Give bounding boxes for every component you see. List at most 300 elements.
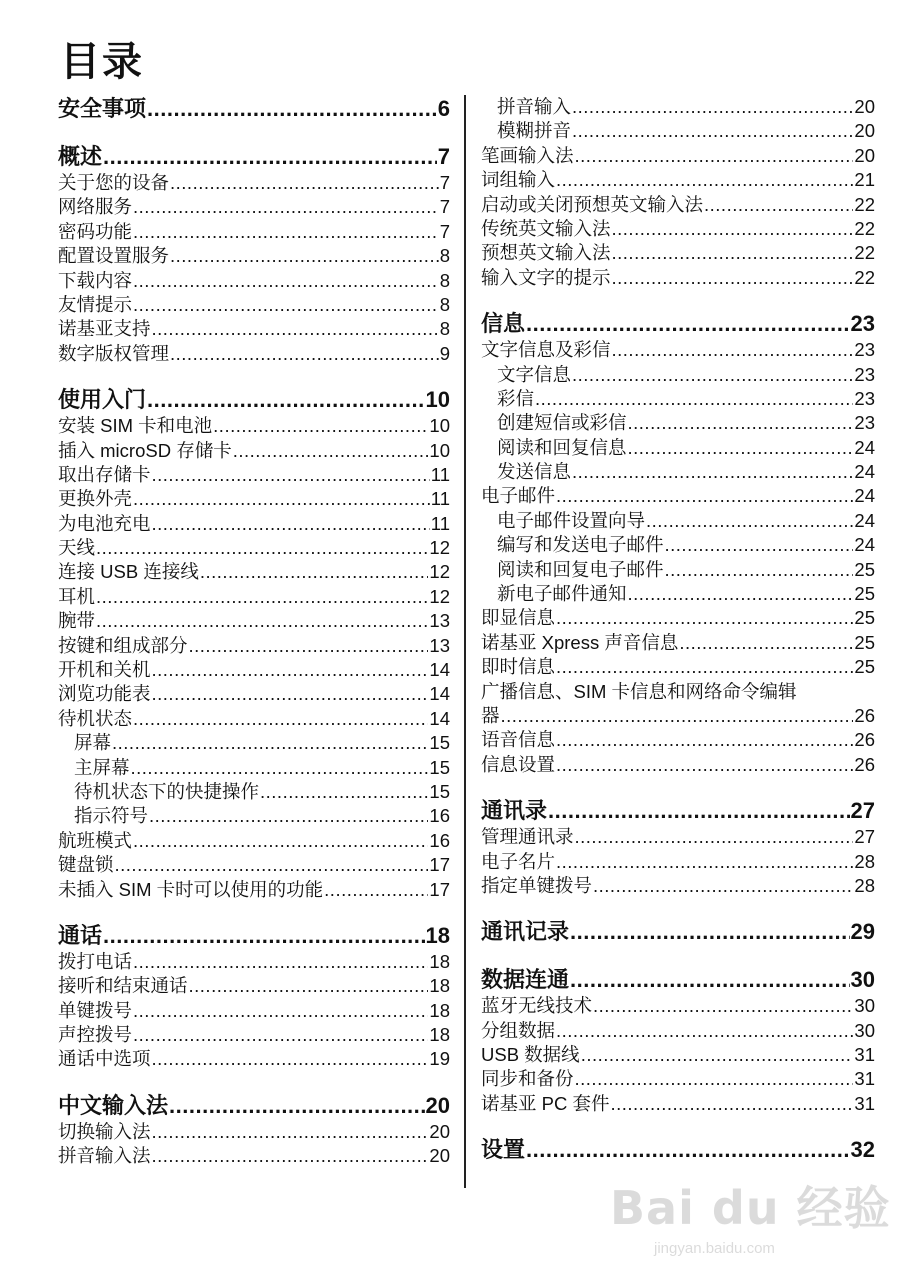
dot-leader: [133, 1023, 428, 1047]
toc-entry-title: 通话: [58, 922, 103, 948]
toc-entry[interactable]: [481, 266, 875, 290]
toc-entry-title: 待机状态下的快捷操作: [74, 780, 260, 802]
toc-entry[interactable]: [58, 342, 450, 366]
toc-entry-title: 设置: [481, 1137, 526, 1163]
toc-entry-title: 为电池充电: [58, 512, 151, 534]
toc-page-number: 24: [854, 436, 875, 458]
toc-page-number: 31: [854, 1092, 875, 1114]
toc-page-number: 18: [429, 975, 450, 997]
dot-leader: [133, 269, 439, 293]
toc-subentry[interactable]: [58, 731, 450, 755]
toc-entry[interactable]: [481, 850, 875, 874]
dot-leader: [548, 797, 850, 825]
dot-leader: [170, 244, 439, 268]
toc-entry[interactable]: [58, 609, 450, 633]
toc-page-number: 21: [854, 169, 875, 191]
toc-entry-title: 开机和关机: [58, 659, 151, 681]
toc-entry-title: 拨打电话: [58, 950, 133, 972]
toc-subentry[interactable]: [481, 460, 875, 484]
toc-entry[interactable]: [58, 463, 450, 487]
toc-page-number: 7: [439, 220, 450, 242]
toc-entry-title: 网络服务: [58, 196, 133, 218]
dot-leader: [556, 753, 853, 777]
toc-entry[interactable]: [58, 974, 450, 998]
dot-leader: [133, 195, 439, 219]
toc-section-heading[interactable]: [481, 1136, 875, 1164]
toc-subentry[interactable]: [481, 411, 875, 435]
toc-page-number: 9: [439, 342, 450, 364]
dot-leader: [149, 804, 428, 828]
toc-page-number: 15: [429, 780, 450, 802]
toc-entry-title: 阅读和回复电子邮件: [497, 558, 664, 580]
toc-entry-title: 预想英文输入法: [481, 242, 611, 264]
dot-leader: [170, 171, 439, 195]
toc-subentry[interactable]: [481, 119, 875, 143]
dot-leader: [679, 631, 853, 655]
toc-entry[interactable]: [481, 753, 875, 777]
toc-entry[interactable]: [58, 317, 450, 341]
toc-page-number: 10: [429, 415, 450, 437]
toc-entry[interactable]: [481, 1068, 875, 1092]
dot-leader: [581, 1043, 854, 1067]
toc-entry-title: 友情提示: [58, 293, 133, 315]
watermark-url: jingyan.baidu.com: [654, 1240, 775, 1257]
toc-entry-title: 彩信: [497, 387, 535, 409]
toc-entry-title: 分组数据: [481, 1019, 556, 1041]
toc-subentry[interactable]: [481, 363, 875, 387]
toc-entry-title: 配置设置服务: [58, 245, 170, 267]
toc-subentry[interactable]: [58, 780, 450, 804]
toc-entry[interactable]: [58, 560, 450, 584]
toc-entry-title: 主屏幕: [74, 756, 130, 778]
toc-entry-title: 接听和结束通话: [58, 975, 188, 997]
toc-entry[interactable]: [58, 512, 450, 536]
toc-section-heading[interactable]: [58, 143, 450, 171]
dot-leader: [572, 119, 853, 143]
dot-leader: [133, 293, 439, 317]
toc-page-number: 17: [429, 878, 450, 900]
toc-page-number: 29: [850, 919, 875, 945]
toc-entry[interactable]: [481, 144, 875, 168]
toc-page-number: 23: [850, 311, 875, 337]
toc-page-number: 32: [850, 1137, 875, 1163]
toc-entry-title: 数据连通: [481, 967, 570, 993]
toc-page-number: 16: [429, 829, 450, 851]
toc-page-number: 22: [854, 193, 875, 215]
dot-leader: [133, 999, 428, 1023]
toc-page-number: 17: [429, 854, 450, 876]
toc-entry-title: 编写和发送电子邮件: [497, 534, 664, 556]
toc-page-number: 14: [429, 683, 450, 705]
watermark-logo: Bai du 经验: [610, 1181, 891, 1235]
dot-leader: [233, 439, 429, 463]
toc-entry[interactable]: [58, 220, 450, 244]
toc-page-number: 18: [429, 950, 450, 972]
toc-page-number: 28: [854, 874, 875, 896]
toc-right-column: [481, 95, 875, 1164]
toc-entry-title: 中文输入法: [58, 1092, 169, 1118]
toc-entry[interactable]: [481, 168, 875, 192]
toc-entry[interactable]: [58, 269, 450, 293]
dot-leader: [556, 1019, 853, 1043]
toc-entry[interactable]: [481, 484, 875, 508]
toc-entry-title: 信息: [481, 311, 526, 337]
dot-leader: [628, 582, 854, 606]
toc-entry-title: USB 数据线: [481, 1044, 580, 1066]
toc-entry[interactable]: [58, 487, 450, 511]
toc-entry-title: 数字版权管理: [58, 342, 170, 364]
toc-page-number: 25: [854, 583, 875, 605]
toc-section-heading[interactable]: [481, 310, 875, 338]
toc-entry[interactable]: [58, 878, 450, 902]
toc-entry-title: 连接 USB 连接线: [58, 561, 199, 583]
toc-entry-title: 概述: [58, 144, 103, 169]
toc-page-number: 22: [854, 266, 875, 288]
toc-page-number: 14: [429, 659, 450, 681]
toc-entry-title: 浏览功能表: [58, 683, 151, 705]
toc-subentry[interactable]: [481, 558, 875, 582]
toc-section-heading[interactable]: [481, 797, 875, 825]
toc-entry[interactable]: [481, 1092, 875, 1116]
toc-page-number: 18: [425, 922, 450, 948]
toc-entry-title: 发送信息: [497, 461, 572, 483]
toc-entry-title: 更换外壳: [58, 488, 133, 510]
toc-page-number: 18: [429, 999, 450, 1021]
dot-leader: [665, 533, 854, 557]
toc-entry-title: 语音信息: [481, 729, 556, 751]
dot-leader: [170, 342, 439, 366]
toc-entry[interactable]: [481, 606, 875, 630]
dot-leader: [152, 463, 430, 487]
dot-leader: [535, 387, 853, 411]
dot-leader: [152, 512, 430, 536]
toc-page-number: 20: [429, 1120, 450, 1142]
dot-leader: [133, 829, 428, 853]
toc-entry-title: 按键和组成部分: [58, 634, 188, 656]
toc-entry[interactable]: [58, 682, 450, 706]
toc-page-number: 10: [425, 387, 450, 413]
dot-leader: [526, 1136, 850, 1164]
toc-page-number: 10: [429, 439, 450, 461]
toc-entry[interactable]: [58, 707, 450, 731]
toc-entry-title: 信息设置: [481, 753, 556, 775]
toc-entry-title: 取出存储卡: [58, 463, 151, 485]
toc-entry-title: 指示符号: [74, 805, 149, 827]
toc-entry-title: 关于您的设备: [58, 171, 170, 193]
dot-leader: [593, 994, 853, 1018]
dot-leader: [572, 95, 853, 119]
toc-entry-title: 耳机: [58, 585, 96, 607]
toc-entry-title: 笔画输入法: [481, 144, 574, 166]
toc-subentry[interactable]: [481, 387, 875, 411]
toc-entry[interactable]: [481, 825, 875, 849]
dot-leader: [133, 707, 428, 731]
toc-page-number: 23: [854, 363, 875, 385]
toc-page-number: 24: [854, 509, 875, 531]
dot-leader: [612, 266, 854, 290]
toc-entry-title: 通讯录: [481, 798, 548, 824]
toc-entry[interactable]: [481, 655, 875, 679]
toc-entry-title: 电子邮件: [481, 485, 556, 507]
dot-leader: [575, 1067, 854, 1091]
dot-leader: [147, 386, 425, 414]
toc-subentry[interactable]: [481, 95, 875, 119]
toc-entry-title: 通讯记录: [481, 919, 570, 945]
toc-entry[interactable]: [481, 338, 875, 362]
toc-page-number: 27: [850, 798, 875, 824]
toc-entry-title: 腕带: [58, 610, 96, 632]
dot-leader: [147, 95, 437, 123]
toc-section-heading[interactable]: [58, 386, 450, 414]
toc-page-number: 11: [430, 488, 450, 510]
dot-leader: [133, 487, 430, 511]
toc-entry[interactable]: [481, 193, 875, 217]
toc-entry-title: 文字信息: [497, 363, 572, 385]
toc-page-number: 20: [854, 95, 875, 117]
toc-entry[interactable]: [481, 217, 875, 241]
dot-leader: [103, 922, 425, 950]
toc-page-number: 20: [854, 120, 875, 142]
toc-entry-title: 拼音输入法: [58, 1145, 151, 1167]
toc-entry-title: 密码功能: [58, 220, 133, 242]
page-title: 目录: [60, 40, 144, 84]
toc-entry-title: 电子名片: [481, 850, 556, 872]
toc-entry[interactable]: [58, 999, 450, 1023]
toc-entry-title: 创建短信或彩信: [497, 412, 627, 434]
dot-leader: [612, 338, 854, 362]
toc-page-number: 14: [429, 707, 450, 729]
toc-entry-title: 下载内容: [58, 269, 133, 291]
toc-page-number: 24: [854, 461, 875, 483]
dot-leader: [112, 731, 428, 755]
dot-leader: [665, 558, 854, 582]
toc-entry-title: 文字信息及彩信: [481, 339, 611, 361]
toc-page-number: 19: [429, 1048, 450, 1070]
toc-page-number: 31: [854, 1068, 875, 1090]
toc-entry-title: 管理通讯录: [481, 826, 574, 848]
toc-entry-title: 通话中选项: [58, 1048, 151, 1070]
toc-entry-title: 安全事项: [58, 96, 147, 121]
dot-leader: [628, 436, 854, 460]
toc-entry[interactable]: [58, 585, 450, 609]
toc-entry-title: 词组输入: [481, 169, 556, 191]
dot-leader: [169, 1092, 425, 1120]
baidu-jingyan-watermark: [610, 1172, 910, 1272]
toc-page-number: 8: [439, 318, 450, 340]
toc-page-number: 22: [854, 242, 875, 264]
toc-entry-title: 指定单键拨号: [481, 874, 593, 896]
dot-leader: [200, 560, 429, 584]
toc-entry[interactable]: [58, 414, 450, 438]
toc-entry-title: 键盘锁: [58, 854, 114, 876]
toc-entry-title: 安装 SIM 卡和电池: [58, 415, 213, 437]
toc-entry[interactable]: [58, 1120, 450, 1144]
toc-entry-title: 即显信息: [481, 607, 556, 629]
toc-page-number: 30: [854, 995, 875, 1017]
dot-leader: [593, 874, 853, 898]
toc-entry-title: 插入 microSD 存储卡: [58, 439, 232, 461]
toc-page-number: 20: [429, 1145, 450, 1167]
toc-entry-title: 切换输入法: [58, 1120, 151, 1142]
toc-entry-title: 同步和备份: [481, 1068, 574, 1090]
dot-leader: [556, 850, 853, 874]
toc-page-number: 24: [854, 485, 875, 507]
toc-entry-title: 使用入门: [58, 387, 147, 413]
toc-subentry[interactable]: [58, 756, 450, 780]
toc-entry[interactable]: [481, 1019, 875, 1043]
dot-leader: [152, 1120, 429, 1144]
toc-entry[interactable]: [58, 171, 450, 195]
toc-page-number: 16: [429, 805, 450, 827]
toc-entry[interactable]: [481, 704, 875, 728]
toc-page-number: 12: [429, 561, 450, 583]
dot-leader: [152, 317, 439, 341]
toc-entry[interactable]: [481, 241, 875, 265]
dot-leader: [501, 704, 854, 728]
toc-entry-title: 未插入 SIM 卡时可以使用的功能: [58, 878, 324, 900]
toc-entry-title: 航班模式: [58, 829, 133, 851]
toc-entry-title: 诺基亚 Xpress 声音信息: [481, 631, 679, 653]
dot-leader: [133, 220, 439, 244]
toc-entry-title: 启动或关闭预想英文输入法: [481, 193, 704, 215]
toc-page-number: 26: [854, 729, 875, 751]
toc-entry[interactable]: [58, 1048, 450, 1072]
toc-entry[interactable]: [58, 536, 450, 560]
toc-page-number: 30: [850, 967, 875, 993]
toc-entry[interactable]: [58, 195, 450, 219]
toc-page-number: 23: [854, 387, 875, 409]
toc-subentry[interactable]: [481, 509, 875, 533]
toc-page-number: 30: [854, 1019, 875, 1041]
dot-leader: [96, 585, 428, 609]
toc-entry-title: 屏幕: [74, 732, 112, 754]
toc-entry-title: 诺基亚 PC 套件: [481, 1092, 610, 1114]
toc-entry-title: 电子邮件设置向导: [497, 509, 646, 531]
dot-leader: [704, 193, 853, 217]
toc-entry[interactable]: [58, 244, 450, 268]
dot-leader: [103, 143, 437, 171]
toc-entry[interactable]: [481, 874, 875, 898]
toc-page-number: 25: [854, 631, 875, 653]
toc-page-number: 8: [439, 293, 450, 315]
dot-leader: [556, 655, 853, 679]
toc-entry[interactable]: [58, 634, 450, 658]
dot-leader: [570, 966, 850, 994]
toc-entry[interactable]: [58, 950, 450, 974]
dot-leader: [556, 484, 853, 508]
toc-page-number: 20: [854, 144, 875, 166]
toc-entry-wrapped-line[interactable]: 广播信息、SIM 卡信息和网络命令编辑: [481, 680, 797, 702]
toc-subentry[interactable]: [481, 436, 875, 460]
toc-page-number: 26: [854, 704, 875, 726]
dot-leader: [612, 241, 854, 265]
dot-leader: [575, 825, 854, 849]
toc-entry[interactable]: [481, 631, 875, 655]
toc-page-number: 7: [437, 144, 450, 169]
toc-entry-title: 阅读和回复信息: [497, 436, 627, 458]
toc-subentry[interactable]: [481, 582, 875, 606]
toc-subentry[interactable]: [481, 533, 875, 557]
dot-leader: [646, 509, 853, 533]
toc-entry[interactable]: [58, 439, 450, 463]
toc-page-number: 27: [854, 826, 875, 848]
toc-entry[interactable]: [58, 1144, 450, 1168]
dot-leader: [152, 658, 429, 682]
dot-leader: [96, 536, 428, 560]
toc-entry[interactable]: [481, 994, 875, 1018]
toc-entry[interactable]: [481, 728, 875, 752]
toc-entry-title: 器: [481, 704, 500, 726]
toc-page-number: 24: [854, 534, 875, 556]
toc-section-heading[interactable]: [58, 922, 450, 950]
dot-leader: [213, 414, 428, 438]
dot-leader: [260, 780, 428, 804]
toc-entry-title: 模糊拼音: [497, 120, 572, 142]
toc-page-number: 11: [430, 463, 450, 485]
dot-leader: [152, 1144, 429, 1168]
toc-section-heading[interactable]: [58, 1092, 450, 1120]
dot-leader: [572, 363, 853, 387]
toc-entry[interactable]: [58, 293, 450, 317]
toc-entry[interactable]: [481, 1043, 875, 1067]
toc-entry-title: 天线: [58, 537, 96, 559]
toc-section-heading[interactable]: [481, 966, 875, 994]
dot-leader: [570, 918, 850, 946]
toc-section-heading[interactable]: [481, 918, 875, 946]
toc-page-number: 15: [429, 732, 450, 754]
dot-leader: [115, 853, 429, 877]
toc-entry-title: 单键拨号: [58, 999, 133, 1021]
toc-page-number: 8: [439, 269, 450, 291]
toc-page-number: 12: [429, 585, 450, 607]
dot-leader: [628, 411, 854, 435]
toc-entry[interactable]: [58, 853, 450, 877]
dot-leader: [131, 756, 429, 780]
toc-entry[interactable]: [58, 658, 450, 682]
toc-page-number: 11: [430, 512, 450, 534]
toc-page-number: 7: [439, 171, 450, 193]
toc-entry-title: 即时信息: [481, 656, 556, 678]
toc-page-number: 23: [854, 412, 875, 434]
toc-entry-title: 声控拨号: [58, 1024, 133, 1046]
dot-leader: [526, 310, 850, 338]
toc-entry-title: 诺基亚支持: [58, 318, 151, 340]
toc-page-number: 13: [429, 610, 450, 632]
dot-leader: [556, 606, 853, 630]
toc-page-number: 8: [439, 245, 450, 267]
toc-page-number: 25: [854, 607, 875, 629]
toc-page-number: 6: [437, 96, 450, 121]
toc-page-number: 31: [854, 1044, 875, 1066]
toc-entry-title: 传统英文输入法: [481, 217, 611, 239]
dot-leader: [189, 974, 429, 998]
toc-section-heading[interactable]: [58, 95, 450, 123]
dot-leader: [556, 728, 853, 752]
toc-entry[interactable]: [58, 1023, 450, 1047]
toc-page-number: 23: [854, 339, 875, 361]
dot-leader: [152, 1047, 429, 1071]
toc-subentry[interactable]: [58, 804, 450, 828]
toc-entry[interactable]: [58, 829, 450, 853]
toc-page-number: 25: [854, 558, 875, 580]
toc-entry-title: 待机状态: [58, 707, 133, 729]
dot-leader: [189, 634, 429, 658]
dot-leader: [152, 682, 429, 706]
toc-page-number: 28: [854, 850, 875, 872]
dot-leader: [556, 168, 853, 192]
dot-leader: [324, 878, 428, 902]
column-divider: [464, 95, 466, 1188]
